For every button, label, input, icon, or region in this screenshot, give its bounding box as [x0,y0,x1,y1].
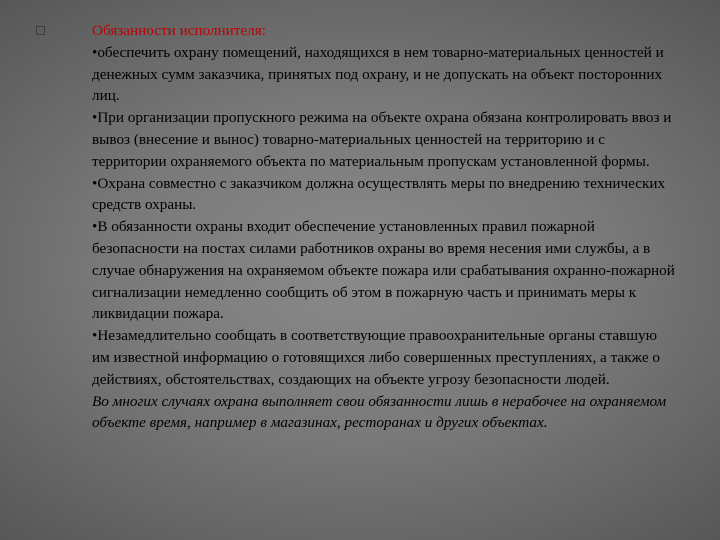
corner-square-decoration [36,26,45,35]
bullet-paragraph-3: •Охрана совместно с заказчиком должна осуществлять меры по внедрению технических средств охраны. [92,174,666,214]
bullet-paragraph-5: •Незамедлительно сообщать в соответствующие правоохранительные органы ставшую им известной информацию о готовящихся либо совершенных преступлениях, а также о действиях, обстоятельствах, создающих на объекте угрозу безопасности людей. [92,327,660,388]
italic-note: Во многих случаях охрана выполняет свои обязанности лишь в нерабочее на охраняемом объекте время, например в магазинах, ресторанах и других объектах. [92,392,667,432]
bullet-paragraph-1: •обеспечить охрану помещений, находящихся в нем товарно-материальных ценностей и денежных сумм заказчика, принятых под охрану, и не допускать на объект посторонних лиц. [92,43,664,105]
slide-text-body [92,20,677,434]
bullet-paragraph-4: •В обязанности охраны входит обеспечение установленных правил пожарной безопасности на постах силами работников охраны во время несения ими службы, а в случае обнаружения на охраняемом объекте пожара или срабатывания охранно-пожарной сигнализации немедленно сообщить об этом в пожарную часть и принимать меры к ликвидации пожара. [92,218,675,323]
bullet-paragraph-2: •При организации пропускного режима на объекте охрана обязана контролировать ввоз и вывоз (внесение и вынос) товарно-материальных ценностей на территорию и с территории охраняемого объекта по материальным пропускам установленной формы. [92,109,672,170]
slide-title: Обязанности исполнителя: [92,22,266,39]
